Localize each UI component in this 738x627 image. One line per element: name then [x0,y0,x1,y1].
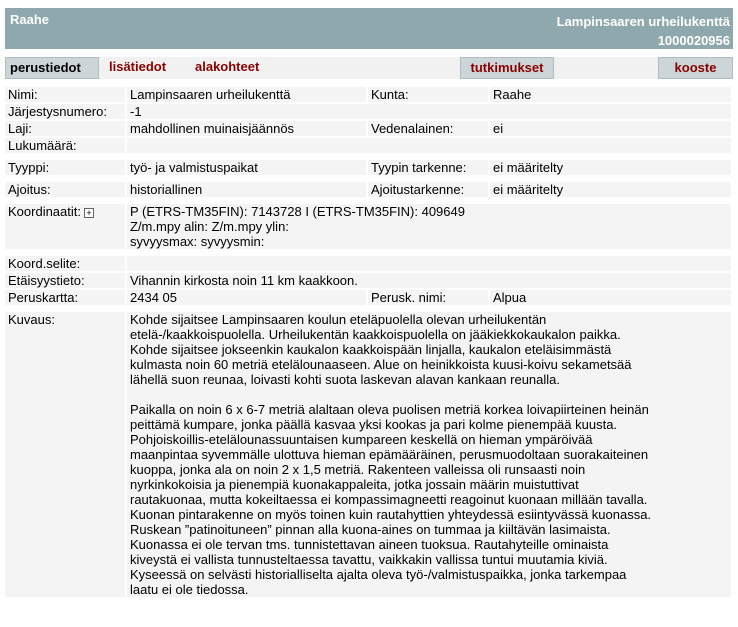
description-value [127,312,733,597]
site-name: Lampinsaaren urheilukenttä [556,14,730,29]
field-label: Laji: [5,121,127,136]
tab-tutkimukset[interactable]: tutkimukset [460,57,554,79]
tab-perustiedot[interactable]: perustiedot [5,57,99,79]
tab-alakohteet[interactable]: alakohteet [195,59,260,74]
expand-plus-icon[interactable]: + [84,208,94,218]
table-row [5,182,733,197]
field-label: Lukumäärä: [5,138,127,153]
field-label: Ajoitus: [5,182,127,197]
table-row [5,312,733,597]
site-id: 1000020956 [657,33,730,48]
distance-value: Vihannin kirkosta noin 11 km kaakkoon. [127,273,733,288]
field-label: Kunta: [368,87,490,102]
municipality-title: Raahe [10,12,50,27]
table-row [5,204,733,249]
field-label: Tyyppi: [5,160,127,175]
field-label: Peruskartta: [5,290,127,305]
coords-value [127,204,733,249]
map-value: 2434 05 [127,290,368,305]
table-row [5,273,733,288]
table-row [5,290,733,305]
coords-line: Z/m.mpy alin: Z/m.mpy ylin: [130,219,289,234]
field-label: Kuvaus: [5,312,127,597]
field-label: Koord.selite: [5,256,127,271]
field-label: Koordinaatit: [8,204,81,219]
page-header [5,8,733,49]
coords-label-cell [5,204,127,249]
count-value [127,138,733,153]
page-container [5,8,733,599]
coord-note-value [127,256,733,271]
field-label: Tyypin tarkenne: [368,160,490,175]
field-label: Järjestysnumero: [5,104,127,119]
coords-line: syvyysmax: syvyysmin: [130,234,265,249]
coords-line: P (ETRS-TM35FIN): 7143728 I (ETRS-TM35FIN): 409649 [130,204,465,219]
field-label: Perusk. nimi: [368,290,490,305]
field-label: Ajoitustarkenne: [368,182,490,197]
order-value: -1 [127,104,733,119]
laji-value: mahdollinen muinaisjäännös [127,121,368,136]
table-row [5,121,733,136]
tab-bar [5,57,733,79]
field-label: Vedenalainen: [368,121,490,136]
table-row [5,256,733,271]
dating-value: historiallinen [127,182,368,197]
table-row [5,138,733,153]
table-row [5,87,733,102]
description-paragraph: Paikalla on noin 6 x 6-7 metriä alaltaan oleva puolisen metriä korkea loivapiirteinen heinän peittämä kumpare, jonka päällä kasvaa yksi kookas ja pari kolme pienempää kuusta. Pohjoiskoillis-etelälounassuuntaisen kumpareen keskellä on hieman ympäröivää maanpintaa syvemmälle ulottuva hieman epämääräinen, perusmuodoltaan suorakaiteinen kuoppa, jonka ala on noin 2 x 1,5 metriä. Rakenteen valleissa oli runsaasti noin nyrkinkokoisia ja pienempiä kuonakappaleita, jotka jossain määrin muistuttivat rautakuonaa, mutta kokeiltaessa ei kompassimagneetti reagoinut kuonaan millään tavalla. Kuonan pintarakenne on myös toinen kuin rautahyttien yhteydessä esiintyvässä kuonassa. Ruskean ”patinoituneen” pinnan alla kuona-aines on tummaa ja kiiltävän lasimaista. Kuonassa ei ole tervan tms. tunnistettavan aineen tuoksua. Rautahyteille ominaista kiveystä ei vallista tunnusteltaessa tavattu, vaikkakin vallissa tuntui muutamia kiviä. Kyseessä on selvästi historialliselta ajalta oleva työ-/valmistuspaikka, jonka tarkempaa laatu ei ole tiedossa. [130,402,652,597]
table-row [5,160,733,175]
type-spec-value: ei määritelty [490,160,733,175]
dating-spec-value: ei määritelty [490,182,733,197]
field-label: Etäisyystieto: [5,273,127,288]
table-row [5,104,733,119]
map-name-value: Alpua [490,290,733,305]
name-value: Lampinsaaren urheilukenttä [127,87,368,102]
type-value: työ- ja valmistuspaikat [127,160,368,175]
underwater-value: ei [490,121,733,136]
description-paragraph: Kohde sijaitsee Lampinsaaren koulun eteläpuolella olevan urheilukentän etelä-/kaakkoispuolella. Urheilukentän kaakkoispuolella on jääkiekkokaukalon paikka. Kohde sijaitsee jokseenkin kaukalon kaakkoispään linjalla, kaukalon eteläisimmästä kulmasta noin 60 metriä etelälounaaseen. Alue on heinikkoista kuusi-koivu sekametsää lähellä suon reunaa, loivasti kohti suota laskevan alavan kankaan reunalla. [130,312,632,387]
info-table [5,85,733,599]
tab-lisatiedot[interactable]: lisätiedot [109,59,167,74]
tab-kooste[interactable]: kooste [658,57,733,79]
field-label: Nimi: [5,87,127,102]
kunta-value: Raahe [490,87,733,102]
site-title [557,12,730,50]
